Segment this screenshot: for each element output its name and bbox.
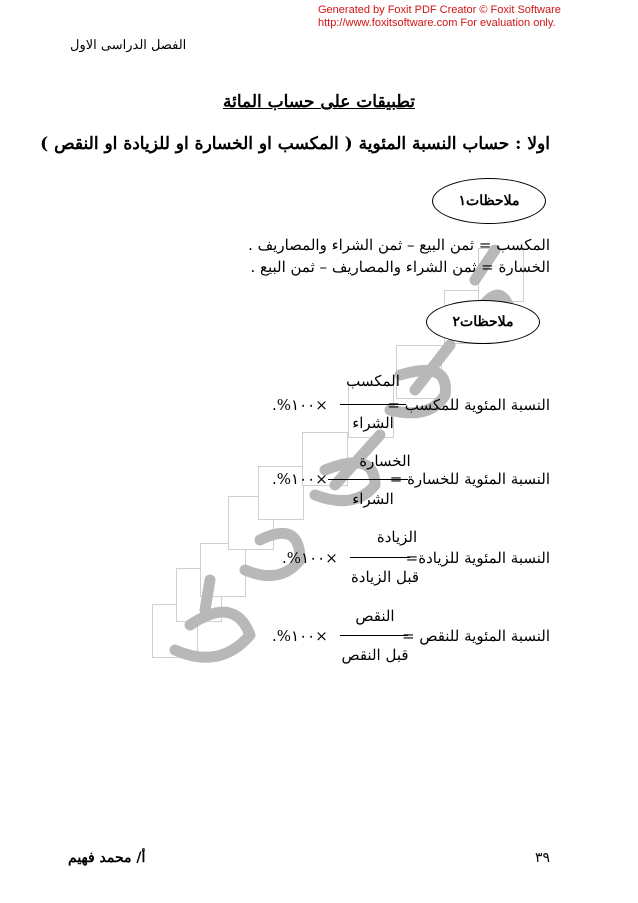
fraction-bar bbox=[350, 557, 410, 558]
formula-numerator: الخسارة bbox=[359, 452, 411, 470]
formula-denominator: قبل الزيادة bbox=[350, 568, 420, 586]
fraction-bar bbox=[340, 404, 406, 405]
formula-numerator: الزيادة bbox=[376, 528, 418, 546]
page-header: الفصل الدراسى الاول bbox=[70, 38, 187, 53]
foxit-watermark bbox=[318, 4, 618, 30]
formula-label: النسبة المئوية للزيادة= bbox=[405, 549, 550, 567]
notes-1-label: ملاحظات١ bbox=[458, 193, 520, 209]
formula-denominator: قبل النقص bbox=[341, 646, 409, 664]
formula-numerator: المكسب bbox=[346, 372, 400, 390]
notes-1-bubble bbox=[432, 178, 546, 224]
notes-2-bubble bbox=[426, 300, 540, 344]
notes-2-label: ملاحظات٢ bbox=[452, 314, 514, 330]
formula-label: النسبة المئوية للمكسب = bbox=[387, 396, 550, 414]
page-title-text: تطبيقات على حساب المائة bbox=[222, 92, 416, 112]
section-heading: اولا : حساب النسبة المئوية ( المكسب او الخسارة او للزيادة او النقص ) bbox=[40, 134, 550, 154]
foxit-line-2: http://www.foxitsoftware.com For evaluation only. bbox=[318, 17, 556, 29]
formula-multiplier: ×١٠٠%. bbox=[272, 627, 328, 645]
page-number: ٣٩ bbox=[534, 850, 550, 866]
formula-numerator: النقص bbox=[355, 607, 395, 625]
note-line-profit: المكسب = ثمن البيع – ثمن الشراء والمصاريف . bbox=[248, 236, 550, 254]
formula-label: النسبة المئوية للنقص = bbox=[401, 627, 550, 645]
page-title bbox=[0, 92, 638, 112]
formula-multiplier: ×١٠٠%. bbox=[272, 470, 328, 488]
note-line-loss: الخسارة = ثمن الشراء والمصاريف – ثمن البيع . bbox=[250, 258, 550, 276]
foxit-line-1: Generated by Foxit PDF Creator © Foxit Software bbox=[318, 4, 561, 16]
footer-author: أ/ محمد فهيم bbox=[68, 850, 146, 866]
fraction-bar bbox=[328, 479, 408, 480]
fraction-bar bbox=[340, 635, 408, 636]
formula-label: النسبة المئوية للخسارة = bbox=[389, 470, 550, 488]
formula-multiplier: ×١٠٠%. bbox=[282, 549, 338, 567]
formula-denominator: الشراء bbox=[352, 490, 394, 508]
formula-multiplier: ×١٠٠%. bbox=[272, 396, 328, 414]
formula-denominator: الشراء bbox=[352, 414, 394, 432]
